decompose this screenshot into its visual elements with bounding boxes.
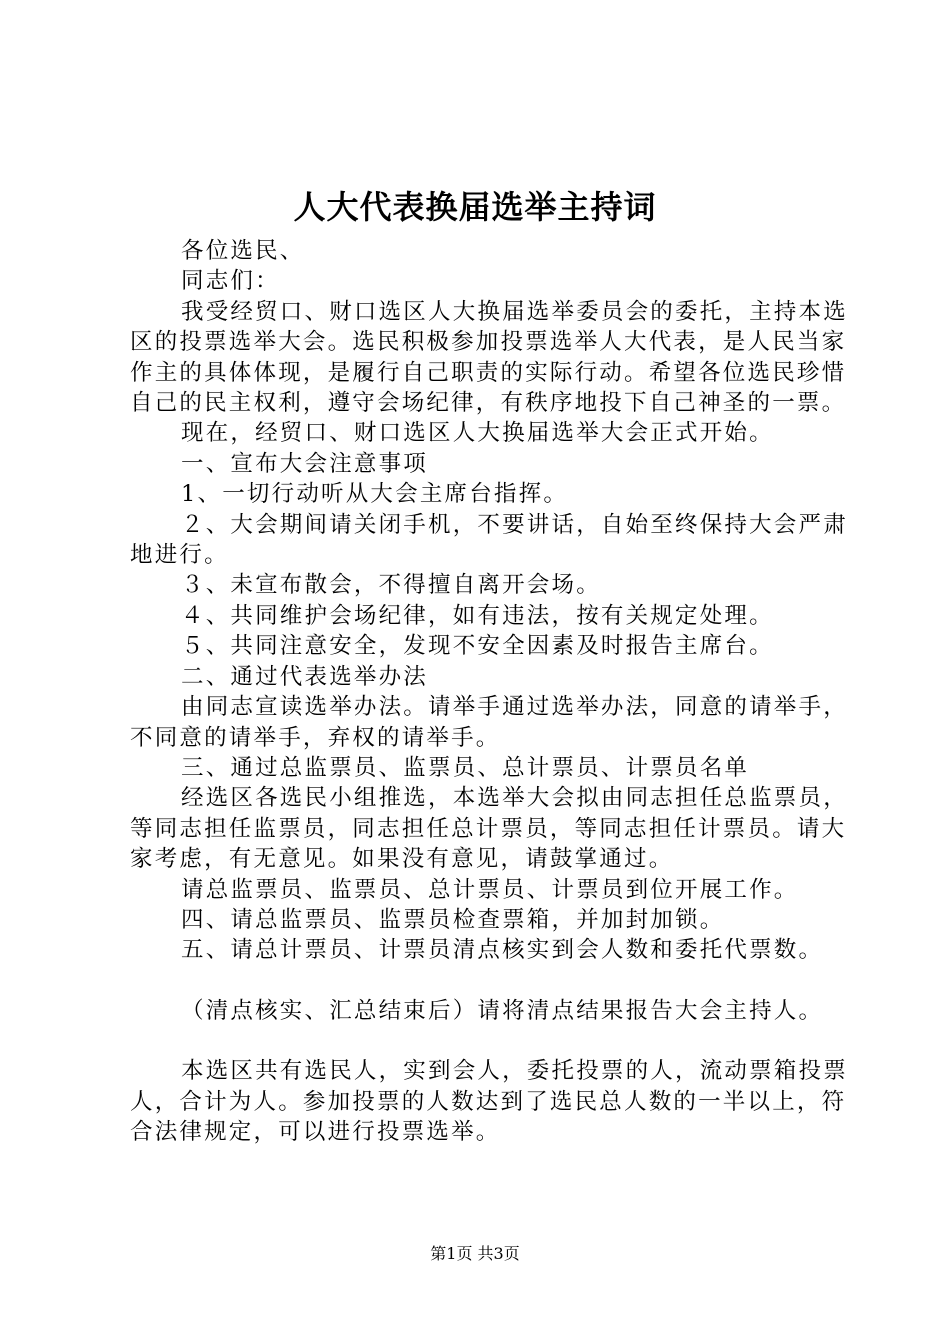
section-heading-2: 二、通过代表选举办法 bbox=[181, 663, 429, 690]
section-heading-1: 一、宣布大会注意事项 bbox=[181, 450, 429, 477]
section-heading-5: 五、请总计票员、计票员清点核实到会人数和委托代票数。 bbox=[181, 937, 824, 964]
paragraph-election-method: 由同志宣读选举办法。请举手通过选举办法，同意的请举手，不同意的请举手，弃权的请举手。 bbox=[130, 694, 848, 751]
list-item-2: ２、大会期间请关闭手机，不要讲话，自始至终保持大会严肃地进行。 bbox=[130, 511, 848, 569]
paragraph-report-results: （清点核实、汇总结束后）请将清点结果报告大会主持人。 bbox=[181, 997, 824, 1024]
paragraph-nominations: 经选区各选民小组推选，本选举大会拟由同志担任总监票员，等同志担任监票员，同志担任总计票员，等同志担任计票员。请大家考虑，有无意见。如果没有意见，请鼓掌通过。 bbox=[130, 785, 848, 873]
paragraph-voter-count: 本选区共有选民人，实到会人，委托投票的人，流动票箱投票人，合计为人。参加投票的人数达到了选民总人数的一半以上，符合法律规定，可以进行投票选举。 bbox=[130, 1058, 848, 1145]
paragraph-intro: 我受经贸口、财口选区人大换届选举委员会的委托，主持本选区的投票选举大会。选民积极参加投票选举人大代表，是人民当家作主的具体体现，是履行自己职责的实际行动。希望各位选民珍惜自己的民主权利，遵守会场纪律，有秩序地投下自己神圣的一票。 bbox=[130, 298, 848, 417]
paragraph-start-work: 请总监票员、监票员、总计票员、计票员到位开展工作。 bbox=[181, 876, 799, 903]
section-heading-4: 四、请总监票员、监票员检查票箱，并加封加锁。 bbox=[181, 906, 725, 933]
page-footer: 第1页 共3页 bbox=[430, 1244, 520, 1263]
document-title: 人大代表换届选举主持词 bbox=[293, 188, 657, 226]
document-body bbox=[130, 236, 850, 1147]
list-item-5: ５、共同注意安全，发现不安全因素及时报告主席台。 bbox=[181, 633, 774, 660]
paragraph-opening: 现在，经贸口、财口选区人大换届选举大会正式开始。 bbox=[181, 420, 774, 447]
list-item-3: ３、未宣布散会，不得擅自离开会场。 bbox=[181, 572, 601, 599]
list-item-1: 1、一切行动听从大会主席台指挥。 bbox=[181, 481, 569, 508]
list-item-4: ４、共同维护会场纪律，如有违法，按有关规定处理。 bbox=[181, 602, 774, 629]
paragraph-greeting-voters: 各位选民、 bbox=[181, 238, 305, 264]
paragraph-greeting-comrades: 同志们： bbox=[181, 268, 280, 295]
section-heading-3: 三、通过总监票员、监票员、总计票员、计票员名单 bbox=[181, 754, 750, 781]
